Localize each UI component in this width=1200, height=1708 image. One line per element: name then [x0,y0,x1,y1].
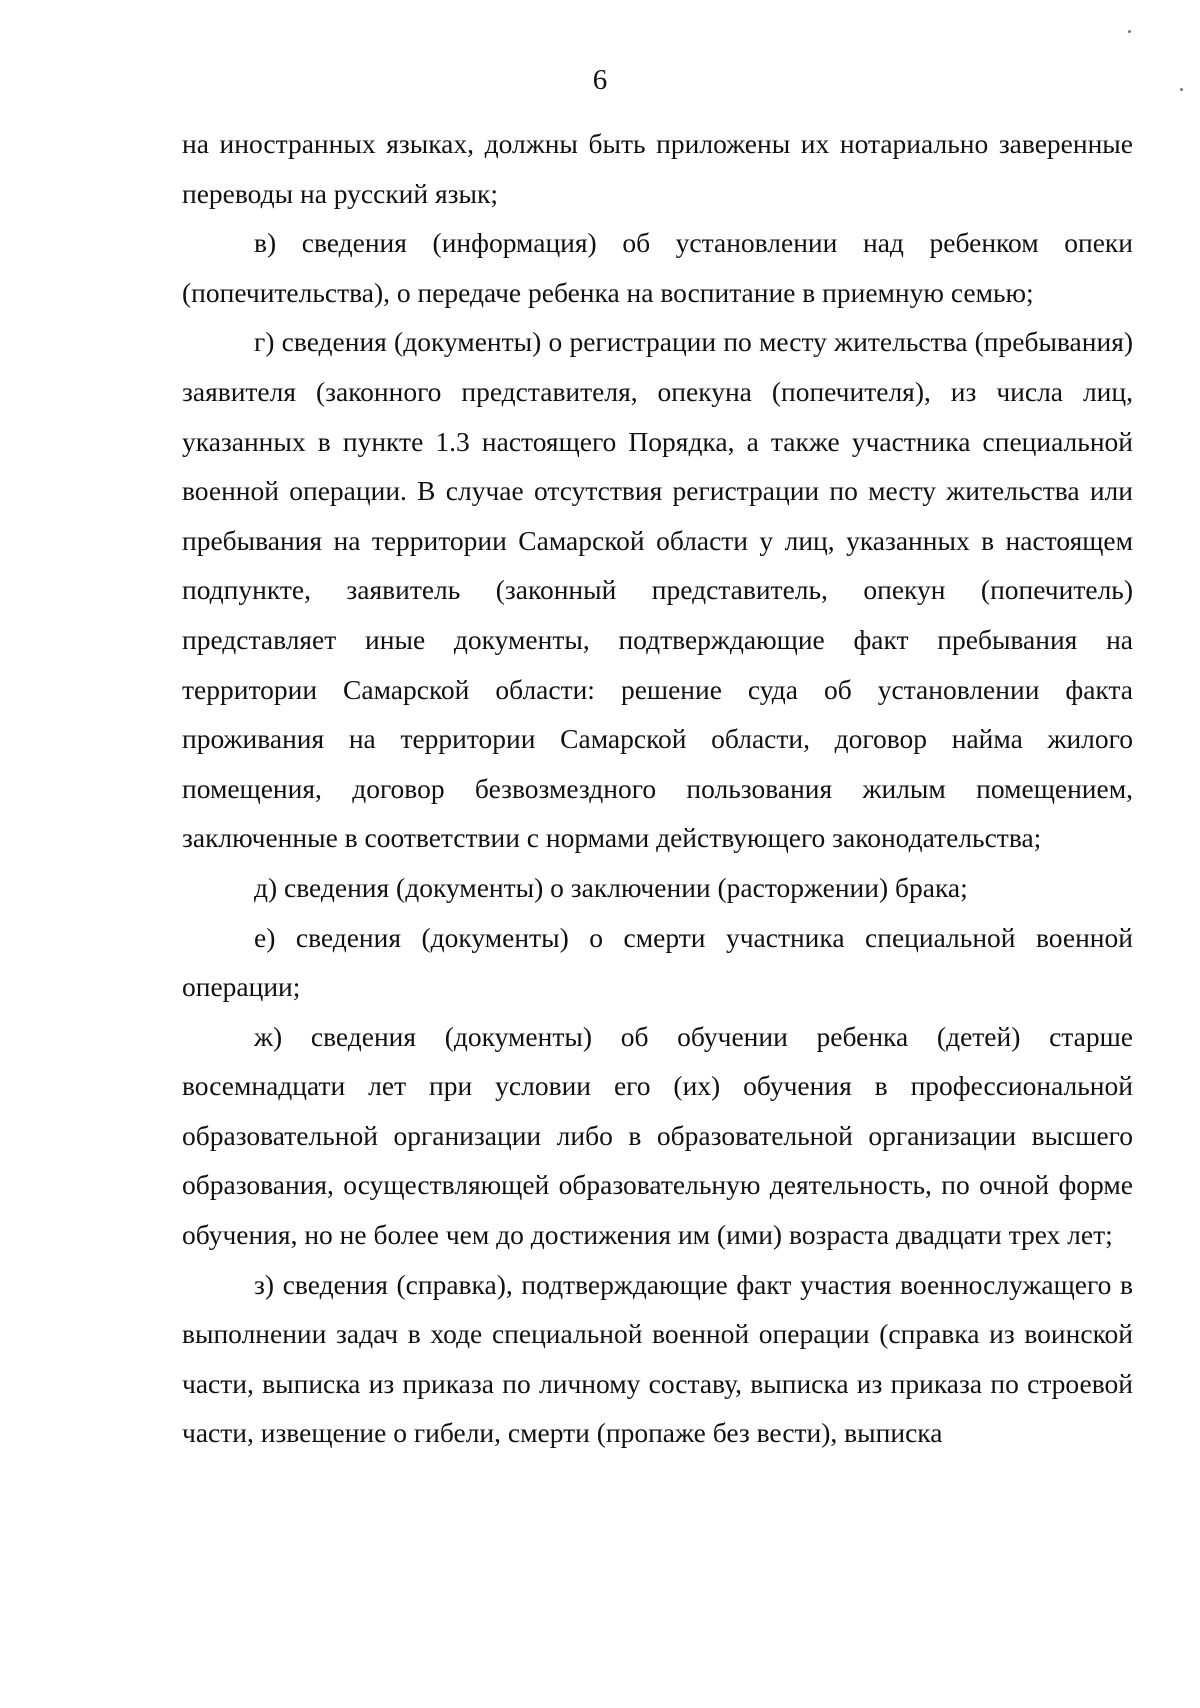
page-number: 6 [592,64,608,96]
paragraph: в) сведения (информация) об установлении над ребенком опеки (попечительства), о передаче ребенка на воспитание в приемную семью; [182,227,1133,308]
paragraph: г) сведения (документы) о регистрации по месту жительства (пребывания) заявителя (законного представителя, опекуна (попечителя), из числа лиц, указанных в пункте 1.3 настоящего Порядка, а также участника специальной военной операции. В случае отсутствия регистрации по месту жительства или пребывания на территории Самарской области у лиц, указанных в настоящем подпункте, заявитель (законный представитель, опекун (попечитель) представляет иные документы, подтверждающие факт пребывания на территории Самарской области: решение суда об установлении факта проживания на территории Самарской области, договор найма жилого помещения, договор безвозмездного пользования жилым помещением, заключенные в соответствии с нормами действующего законодательства; [182,326,1133,854]
paragraph: на иностранных языках, должны быть приложены их нотариально заверенные переводы на русский язык; [182,128,1133,209]
body-text [182,119,1133,1458]
paragraph: ж) сведения (документы) об обучении ребенка (детей) старше восемнадцати лет при условии его (их) обучения в профессиональной образовательной организации либо в образовательной организации высшего образования, осуществляющей образовательную деятельность, по очной форме обучения, но не более чем до достижения им (ими) возраста двадцати трех лет; [182,1020,1133,1251]
paragraph: е) сведения (документы) о смерти участника специальной военной операции; [182,921,1133,1003]
paragraph: д) сведения (документы) о заключении (расторжении) брака; [254,871,968,903]
scan-speck [1180,88,1183,91]
paragraph: з) сведения (справка), подтверждающие факт участия военнослужащего в выполнении задач в ходе специальной военной операции (справка из воинской части, выписка из приказа по личному составу, выписка из приказа по строевой части, извещение о гибели, смерти (пропаже без вести), выписка [182,1268,1133,1449]
scan-speck [1128,30,1131,33]
